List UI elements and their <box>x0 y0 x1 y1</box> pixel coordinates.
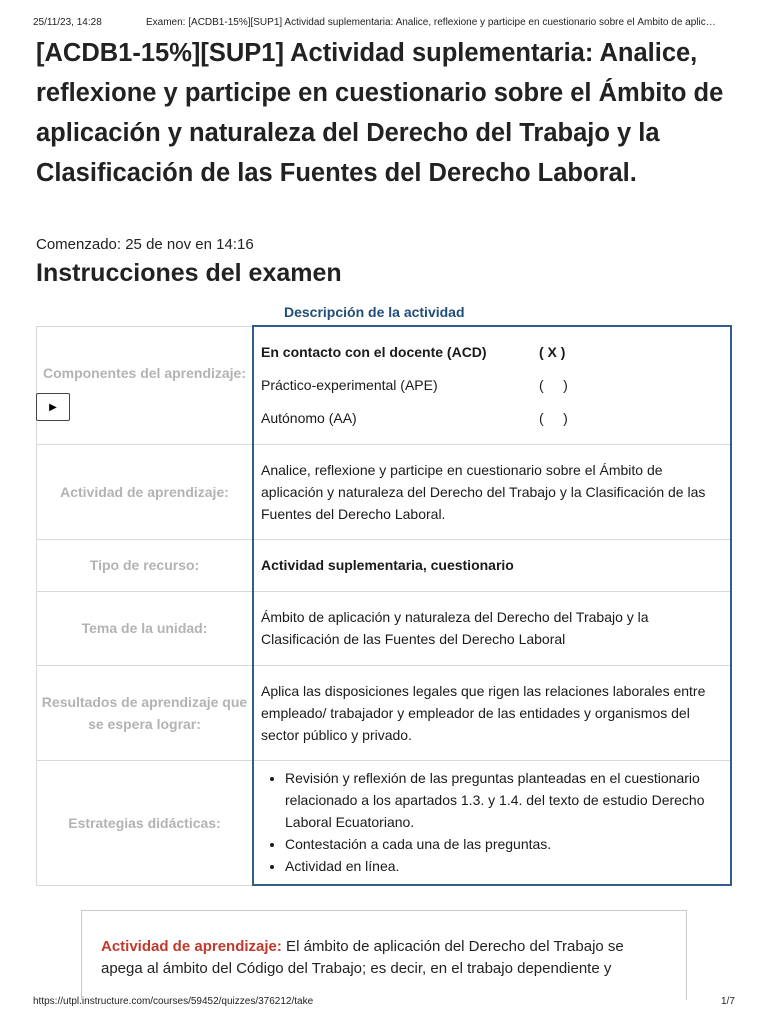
strategies-value-cell <box>253 760 731 885</box>
table-row <box>37 539 732 591</box>
instructions-heading: Instrucciones del examen <box>36 259 342 287</box>
print-page-title: Examen: [ACDB1-15%][SUP1] Actividad suplementaria: Analice, reflexione y participe en cuestionario sobre el Ámbito de aplic… <box>146 17 716 28</box>
component-name: En contacto con el docente (ACD) <box>261 344 487 361</box>
quiz-title: [ACDB1-15%][SUP1] Actividad suplementaria: Analice, reflexione y participe en cuestionario sobre el Ámbito de aplicación y naturaleza del Derecho del Trabajo y la Clasificación de las Fuentes del Derecho Laboral. <box>36 39 724 187</box>
results-label-cell <box>37 665 254 760</box>
table-row <box>37 591 732 665</box>
activity-label: Actividad de aprendizaje: <box>60 483 229 500</box>
table-row <box>37 665 732 760</box>
components-value-cell <box>253 326 731 444</box>
activity-card <box>81 910 687 1000</box>
component-item <box>261 402 722 435</box>
table-row <box>37 760 732 885</box>
topic-value-cell <box>253 591 731 665</box>
component-mark: ( ) <box>539 377 568 394</box>
component-name: Autónomo (AA) <box>261 410 357 427</box>
page-number: 1/7 <box>721 996 735 1007</box>
print-header <box>0 0 768 36</box>
play-icon: ▶ <box>49 402 57 413</box>
strategies-list <box>261 767 722 877</box>
component-item <box>261 369 722 402</box>
topic-label: Tema de la unidad: <box>81 620 208 636</box>
resource-value: Actividad suplementaria, cuestionario <box>261 557 514 573</box>
activity-card-text <box>101 936 661 980</box>
print-timestamp: 25/11/23, 14:28 <box>33 17 102 28</box>
strategies-label: Estrategias didácticas: <box>68 814 221 831</box>
activity-card-body: El ámbito de aplicación del Derecho del Trabajo se apega al ámbito del Código del Trabajo; es decir, en el trabajo dependiente y <box>101 938 624 977</box>
list-item: • Revisión y reflexión de las preguntas planteadas en el cuestionario relacionado a los apartados 1.3. y 1.4. del texto de estudio Derecho Laboral Ecuatoriano. <box>285 767 722 833</box>
resource-label-cell <box>37 539 254 591</box>
components-label-cell <box>37 326 254 444</box>
print-url: https://utpl.instructure.com/courses/59452/quizzes/376212/take <box>33 996 314 1007</box>
activity-value-cell <box>253 444 731 539</box>
component-mark: ( X ) <box>539 344 566 361</box>
strategies-label-cell <box>37 760 254 885</box>
list-item: • Actividad en línea. <box>285 855 722 877</box>
results-value-cell <box>253 665 731 760</box>
resource-value-cell <box>253 539 731 591</box>
description-caption: Descripción de la actividad <box>284 304 465 320</box>
topic-value: Ámbito de aplicación y naturaleza del Derecho del Trabajo y la Clasificación de las Fuentes del Derecho Laboral <box>261 609 649 647</box>
component-item <box>261 336 722 369</box>
table-row <box>37 326 732 444</box>
activity-value: Analice, reflexione y participe en cuestionario sobre el Ámbito de aplicación y naturaleza del Derecho del Trabajo y la Clasificación de las Fuentes del Derecho Laboral. <box>261 461 706 522</box>
topic-label-cell <box>37 591 254 665</box>
started-timestamp: Comenzado: 25 de nov en 14:16 <box>36 236 254 253</box>
activity-card-label: Actividad de aprendizaje: <box>101 938 282 955</box>
results-value: Aplica las disposiciones legales que rigen las relaciones laborales entre empleado/ trabajador y empleador de las entidades y organismos del sector público y privado. <box>261 682 706 743</box>
resource-label: Tipo de recurso: <box>89 557 200 573</box>
activity-label-cell <box>37 444 254 539</box>
play-button[interactable] <box>36 393 70 421</box>
components-label: Componentes del aprendizaje: <box>42 364 247 381</box>
component-mark: ( ) <box>539 410 568 427</box>
print-footer <box>0 990 768 1024</box>
list-item: • Contestación a cada una de las preguntas. <box>285 833 722 855</box>
activity-description-table <box>36 325 732 886</box>
component-name: Práctico-experimental (APE) <box>261 377 438 394</box>
table-row <box>37 444 732 539</box>
results-label: Resultados de aprendizaje que se espera lograr: <box>41 693 248 732</box>
